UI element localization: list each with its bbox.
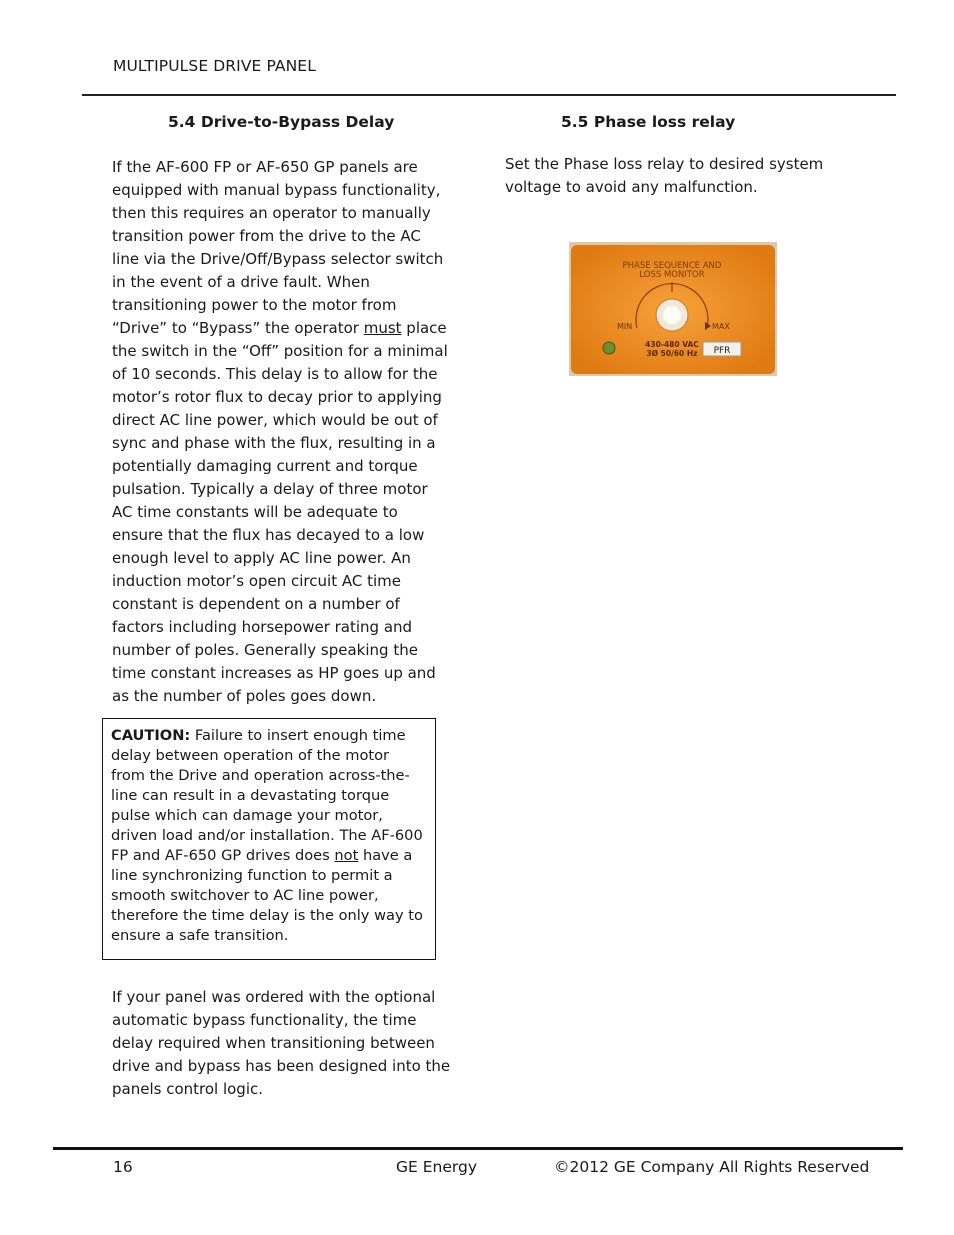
caution-label: CAUTION: [111,727,191,744]
section-heading-phase-loss-relay: 5.5 Phase loss relay [561,113,736,131]
relay-label-line1: PHASE SEQUENCE AND [622,261,722,271]
caution-text-cont: have a line synchronizing function to permit a smooth switchover to AC line power, therefore the time delay is the only way to ensure a safe transition. [111,847,423,944]
relay-spec-voltage: 430-480 VAC [645,340,699,349]
relay-max-label: MAX [712,322,730,331]
paragraph-text: If the AF-600 FP or AF-650 GP panels are equipped with manual bypass functionality, then this requires an operator to manually transition power from the drive to the AC line via the Drive/Off/Bypass selector switch in the event of a drive fault. When transitioning power to the motor from “Drive” to “Bypass” the operator [112,158,444,337]
automatic-bypass-paragraph: If your panel was ordered with the optional automatic bypass functionality, the time delay required when transitioning between drive and bypass has been designed into the panels control logic. [112,988,451,1098]
running-header: MULTIPULSE DRIVE PANEL [113,57,316,75]
paragraph-text-cont: place the switch in the “Off” position for a minimal of 10 seconds. This delay is to allow for the motor’s rotor flux to decay prior to applying direct AC line power, which would be out of sync and phase with the flux, resulting in a potentially damaging current and torque pulsation. Typically a delay of three motor AC time constants will be adequate to ensure that the flux has decayed to a low enough level to apply AC line power. An induction motor’s open circuit AC time constant is dependent on a number of factors including horsepower rating and number of poles. Generally speaking the time constant increases as HP goes up and as the number of poles goes down. [112,319,448,705]
footer-copyright: ©2012 GE Company All Rights Reserved [554,1158,870,1176]
relay-label-line2: LOSS MONITOR [639,270,705,280]
caution-text: Failure to insert enough time delay between operation of the motor from the Drive and operation across-the-line can result in a devastating torque pulse which can damage your motor, driven load and/or installation. The AF-600 FP and AF-650 GP drives does [111,727,423,864]
drive-bypass-paragraph [112,156,452,708]
section-heading-drive-bypass-delay: 5.4 Drive-to-Bypass Delay [168,113,395,131]
relay-spec-frequency: 3Ø 50/60 Hz [646,349,698,358]
emphasis-not: not [334,847,359,864]
phase-loss-relay-photo [569,242,777,376]
footer-rule [53,1147,903,1150]
phase-loss-paragraph: Set the Phase loss relay to desired system voltage to avoid any malfunction. [505,155,824,196]
header-rule [82,94,896,96]
relay-min-label: MIN [617,322,633,331]
page-number: 16 [113,1158,133,1176]
footer-company: GE Energy [396,1158,477,1176]
caution-box [102,718,436,960]
relay-tag: PFR [713,346,731,356]
emphasis-must: must [363,319,402,337]
